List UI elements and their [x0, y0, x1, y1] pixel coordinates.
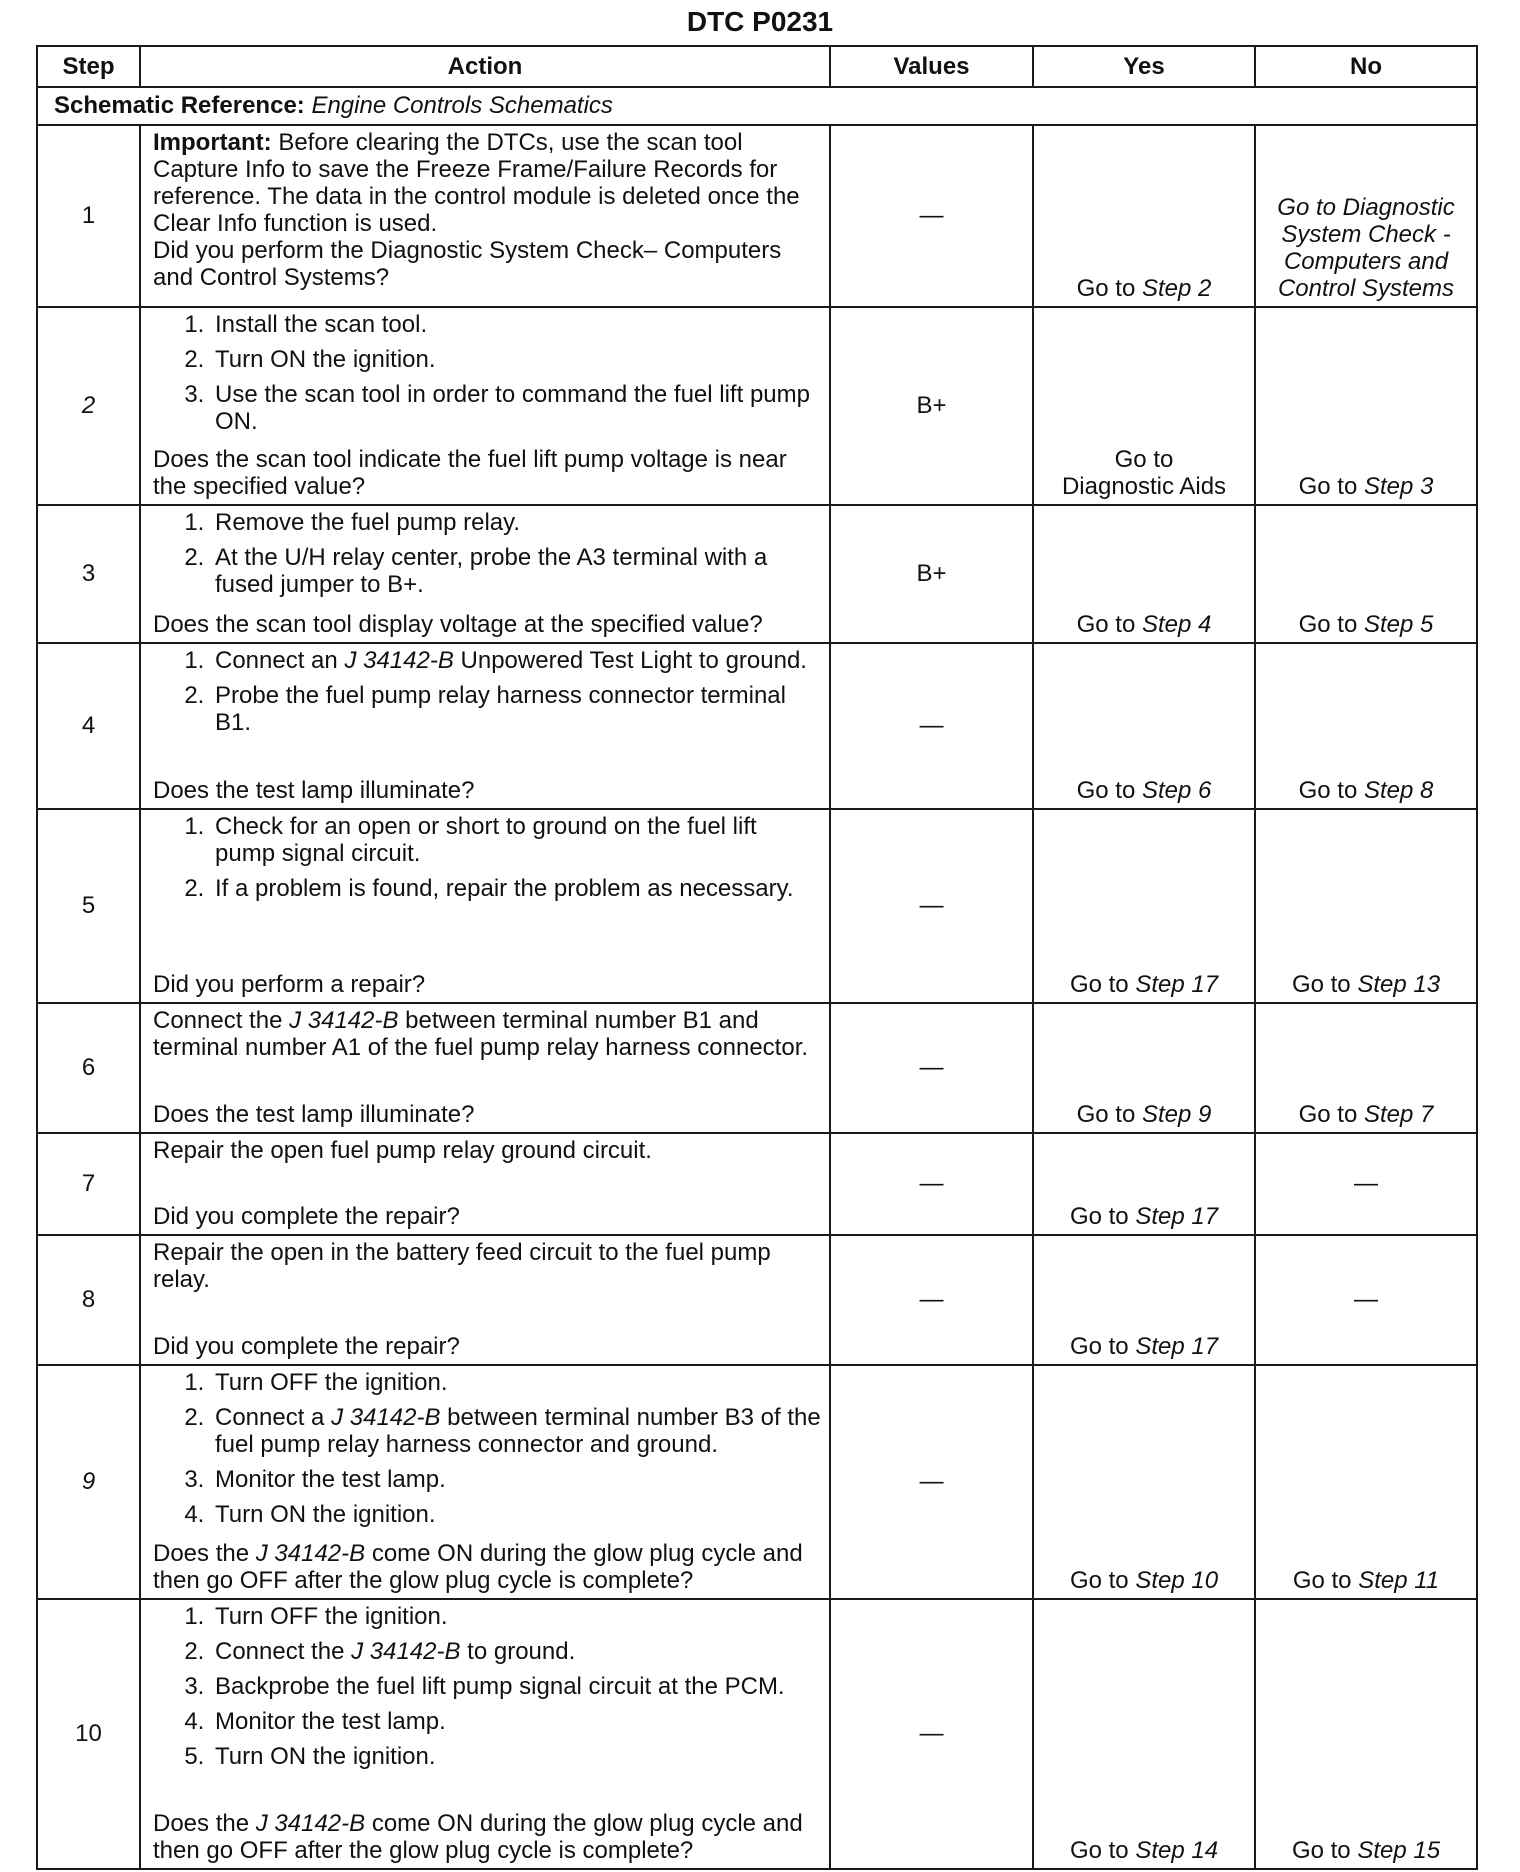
action-cell: [140, 1235, 830, 1365]
no-cell: [1255, 125, 1477, 307]
list-item: 4. Monitor the test lamp.: [211, 1708, 821, 1735]
step-link[interactable]: Step 11: [1358, 1567, 1440, 1594]
list-item: 5. Turn ON the ignition.: [211, 1743, 821, 1770]
value-cell: —: [830, 809, 1033, 1003]
action-list: [153, 1603, 821, 1770]
list-item: 2. If a problem is found, repair the problem as necessary.: [211, 875, 821, 902]
table-row: [37, 643, 1477, 809]
step-number-text: 9: [81, 1468, 96, 1495]
goto-text: Go to: [1076, 611, 1136, 638]
list-item: 2. At the U/H relay center, probe the A3 terminal with a fused jumper to B+.: [211, 544, 821, 598]
value-cell: —: [830, 1365, 1033, 1599]
no-cell: —: [1255, 1235, 1477, 1365]
list-item: 1. Turn OFF the ignition.: [211, 1603, 821, 1630]
important-note: [153, 129, 821, 237]
step-link[interactable]: Step 9: [1141, 1101, 1212, 1128]
yes-cell: [1033, 1365, 1255, 1599]
list-text: Connect a: [215, 1404, 325, 1431]
step-number: 6: [37, 1003, 140, 1133]
action-list: [153, 813, 821, 902]
question: Does the scan tool indicate the fuel lift pump voltage is near the specified value?: [153, 446, 787, 500]
value-cell: —: [830, 1133, 1033, 1235]
question: Does the test lamp illuminate?: [153, 777, 475, 804]
action-cell: [140, 643, 830, 809]
table-row: [37, 505, 1477, 643]
step-link[interactable]: Step 13: [1357, 971, 1441, 998]
action-list: [153, 311, 821, 435]
diagnostic-aids-link[interactable]: Diagnostic Aids: [1061, 473, 1227, 500]
tool-name: J 34142-B: [344, 647, 454, 674]
list-text: Unpowered Test Light to ground.: [460, 647, 807, 674]
question-text: come ON during the glow plug cycle and then go OFF after the glow plug cycle is complete?: [153, 1540, 803, 1594]
schematic-reference: [37, 87, 1477, 125]
action-cell: [140, 505, 830, 643]
goto-text: Go to: [1291, 1837, 1351, 1864]
question: Does the scan tool display voltage at the specified value?: [153, 611, 763, 638]
schematic-row: [37, 87, 1477, 125]
question-text: come ON during the glow plug cycle and then go OFF after the glow plug cycle is complete?: [153, 1810, 803, 1864]
list-item: 3. Backprobe the fuel lift pump signal circuit at the PCM.: [211, 1673, 821, 1700]
no-cell: —: [1255, 1133, 1477, 1235]
no-cell: [1255, 1003, 1477, 1133]
step-link[interactable]: Step 14: [1135, 1837, 1219, 1864]
step-link[interactable]: Step 2: [1141, 275, 1212, 302]
step-link[interactable]: Step 17: [1135, 1333, 1219, 1360]
step-number: 5: [37, 809, 140, 1003]
step-link[interactable]: Step 17: [1135, 1203, 1219, 1230]
table-row: [37, 1599, 1477, 1869]
step-number: 3: [37, 505, 140, 643]
question: Did you perform the Diagnostic System Check– Computers and Control Systems?: [153, 237, 782, 291]
tool-name: J 34142-B: [255, 1810, 366, 1837]
no-cell: [1255, 307, 1477, 505]
action-cell: [140, 1133, 830, 1235]
goto-text: Go to: [1069, 1567, 1129, 1594]
action-text: Repair the open fuel pump relay ground circuit.: [153, 1137, 652, 1164]
step-link[interactable]: Step 8: [1363, 777, 1434, 804]
goto-text: Go to: [1076, 777, 1136, 804]
list-item: 2. Turn ON the ignition.: [211, 346, 821, 373]
value-cell: —: [830, 1235, 1033, 1365]
action-cell: [140, 1599, 830, 1869]
step-link[interactable]: Step 6: [1141, 777, 1212, 804]
list-item: 3. Use the scan tool in order to command the fuel lift pump ON.: [211, 381, 821, 435]
action-cell: [140, 1365, 830, 1599]
page-title: DTC P0231: [686, 6, 834, 37]
goto-text: Go to: [1069, 1333, 1129, 1360]
table-row: [37, 1133, 1477, 1235]
list-item: [211, 1404, 821, 1458]
yes-cell: [1033, 809, 1255, 1003]
list-item: 1. Remove the fuel pump relay.: [211, 509, 821, 536]
no-cell: [1255, 643, 1477, 809]
no-cell: [1255, 1599, 1477, 1869]
important-text: Before clearing the DTCs, use the scan tool Capture Info to save the Freeze Frame/Failure Records for reference. The data in the control module is deleted once the Clear Info function is used.: [153, 129, 800, 237]
tool-name: J 34142-B: [289, 1007, 399, 1034]
list-item: 1. Check for an open or short to ground on the fuel lift pump signal circuit.: [211, 813, 821, 867]
value-cell: —: [830, 1003, 1033, 1133]
goto-text: Go to: [1292, 1567, 1352, 1594]
header-row: [37, 46, 1477, 87]
yes-cell: [1033, 1599, 1255, 1869]
yes-cell: [1033, 643, 1255, 809]
table-row: [37, 1365, 1477, 1599]
goto-text: Go to: [1291, 971, 1351, 998]
diagnostic-system-check-link[interactable]: Go to Diagnostic System Check - Computers and Control Systems: [1277, 194, 1455, 302]
step-number: 4: [37, 643, 140, 809]
value-cell: —: [830, 125, 1033, 307]
step-number: [37, 307, 140, 505]
list-text: between terminal number B3 of the fuel pump relay harness connector and ground.: [215, 1404, 821, 1458]
yes-cell: [1033, 1133, 1255, 1235]
tool-name: J 34142-B: [351, 1638, 461, 1665]
step-number: [37, 1365, 140, 1599]
step-number: 8: [37, 1235, 140, 1365]
action-cell: [140, 809, 830, 1003]
no-cell: [1255, 1365, 1477, 1599]
step-link[interactable]: Step 7: [1363, 1101, 1434, 1128]
list-item: 3. Monitor the test lamp.: [211, 1466, 821, 1493]
col-header-no: No: [1255, 46, 1477, 87]
value-cell: —: [830, 1599, 1033, 1869]
action-text: Repair the open in the battery feed circuit to the fuel pump relay.: [153, 1239, 771, 1293]
step-number: 10: [37, 1599, 140, 1869]
goto-text: Go to: [1298, 611, 1358, 638]
dtc-table: [36, 45, 1478, 1870]
step-link[interactable]: Step 15: [1357, 1837, 1441, 1864]
table-row: [37, 1003, 1477, 1133]
step-link[interactable]: Step 17: [1135, 971, 1219, 998]
question: [153, 1540, 821, 1594]
action-text-part: between terminal number B1 and terminal number A1 of the fuel pump relay harness connector.: [153, 1007, 809, 1061]
yes-cell: [1033, 1235, 1255, 1365]
question-text: Does the: [153, 1540, 250, 1567]
table-row: [37, 307, 1477, 505]
question: Did you complete the repair?: [153, 1203, 460, 1230]
step-link[interactable]: Step 3: [1363, 473, 1434, 500]
list-item: 2. Probe the fuel pump relay harness connector terminal B1.: [211, 682, 821, 736]
list-item: [211, 1638, 821, 1665]
col-header-values: Values: [830, 46, 1033, 87]
step-link[interactable]: Step 5: [1363, 611, 1434, 638]
step-link[interactable]: Step 10: [1135, 1567, 1219, 1594]
list-item: 1. Turn OFF the ignition.: [211, 1369, 821, 1396]
step-number-text: 2: [81, 392, 96, 419]
action-cell: [140, 125, 830, 307]
goto-text: Go to: [1069, 1837, 1129, 1864]
yes-cell: [1033, 125, 1255, 307]
question: Does the test lamp illuminate?: [153, 1101, 475, 1128]
question: [153, 1810, 821, 1864]
value-cell: B+: [830, 505, 1033, 643]
action-list: [153, 509, 821, 598]
goto-text: Go to: [1069, 1203, 1129, 1230]
action-list: [153, 647, 821, 736]
goto-text: Go to: [1298, 777, 1358, 804]
goto-text: Go to: [1076, 1101, 1136, 1128]
tool-name: J 34142-B: [331, 1404, 441, 1431]
list-text: Connect the: [215, 1638, 345, 1665]
tool-name: J 34142-B: [255, 1540, 366, 1567]
question-text: Does the: [153, 1810, 250, 1837]
goto-text: Go to: [1298, 473, 1358, 500]
col-header-step: Step: [37, 46, 140, 87]
important-label: Important:: [153, 129, 272, 156]
list-text: to ground.: [467, 1638, 576, 1665]
action-text-part: Connect the: [153, 1007, 283, 1034]
goto-text: Go to: [1298, 1101, 1358, 1128]
no-cell: [1255, 809, 1477, 1003]
action-cell: [140, 1003, 830, 1133]
question: Did you perform a repair?: [153, 971, 426, 998]
action-text: [153, 1007, 821, 1061]
schematic-link[interactable]: Engine Controls Schematics: [311, 92, 613, 119]
list-item: 1. Install the scan tool.: [211, 311, 821, 338]
col-header-yes: Yes: [1033, 46, 1255, 87]
yes-cell: [1033, 505, 1255, 643]
step-number: 1: [37, 125, 140, 307]
yes-cell: [1033, 307, 1255, 505]
col-header-action: Action: [140, 46, 830, 87]
value-cell: —: [830, 643, 1033, 809]
yes-cell: [1033, 1003, 1255, 1133]
table-row: [37, 809, 1477, 1003]
action-list: [153, 1369, 821, 1528]
goto-text: Go to: [1069, 971, 1129, 998]
list-item: 4. Turn ON the ignition.: [211, 1501, 821, 1528]
no-cell: [1255, 505, 1477, 643]
schematic-label: Schematic Reference:: [54, 92, 305, 119]
list-item: [211, 647, 821, 674]
question: Did you complete the repair?: [153, 1333, 460, 1360]
action-cell: [140, 307, 830, 505]
list-text: Connect an: [215, 647, 338, 674]
table-row: [37, 125, 1477, 307]
table-row: [37, 1235, 1477, 1365]
step-link[interactable]: Step 4: [1141, 611, 1212, 638]
step-number: 7: [37, 1133, 140, 1235]
value-cell: B+: [830, 307, 1033, 505]
goto-text: Go to: [1076, 275, 1136, 302]
goto-text: Go to: [1114, 446, 1174, 473]
